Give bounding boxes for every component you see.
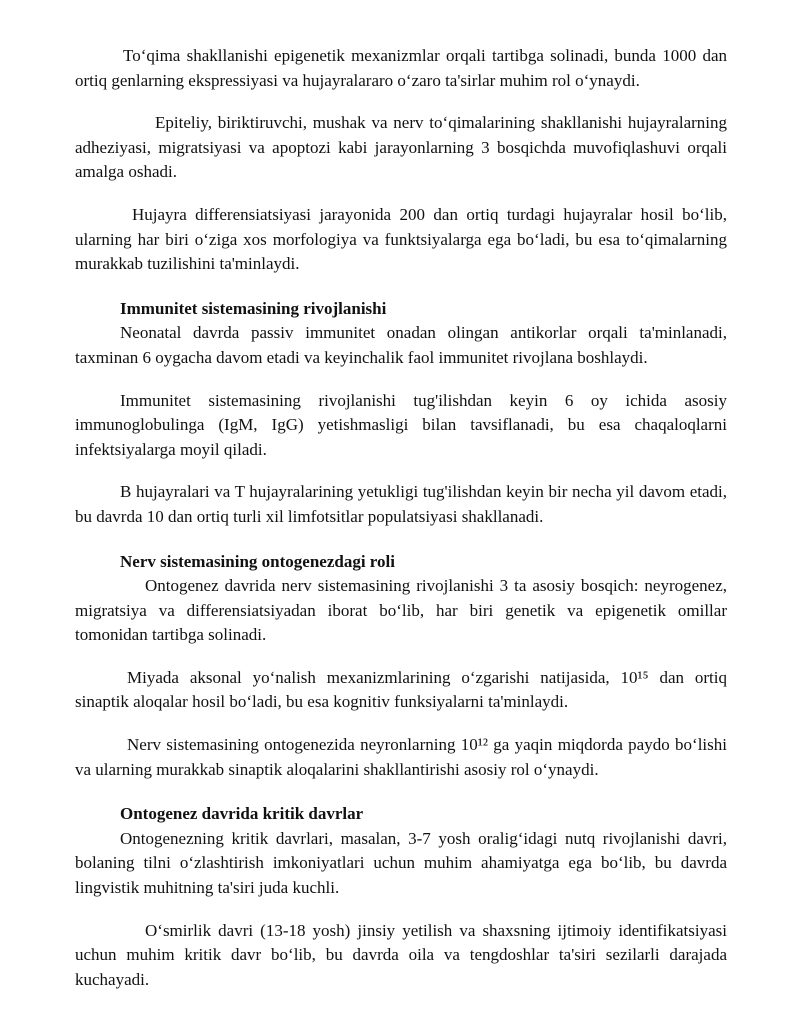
- paragraph-lymphocytes: B hujayralari va T hujayralarining yetukligi tug'ilishdan keyin bir necha yil davom etadi, bu davrda 10 dan ortiq turli xil limfotsitlar populatsiyasi shakllanadi.: [75, 482, 727, 526]
- paragraph-immunoglobulin: Immunitet sistemasining rivojlanishi tug'ilishdan keyin 6 oy ichida asosiy immunoglobulinga (IgM, IgG) yetishmasligi bilan tavsiflanadi, bu esa chaqaloqlarni infektsiyalarga moyil qiladi.: [75, 390, 727, 459]
- paragraph-tissue-epigenetics: To‘qima shakllanishi epigenetik mexanizmlar orqali tartibga solinadi, bunda 1000 dan ortiq genlarning ekspressiyasi va hujayralararo o‘zaro ta'sirlar muhim rol o‘ynaydi.: [75, 46, 727, 90]
- paragraph-synaptic-connections: Miyada aksonal yo‘nalish mexanizmlarining o‘zgarishi natijasida, 10¹⁵ dan ortiq sinaptik aloqalar hosil bo‘ladi, bu esa kognitiv funksiyalarni ta'minlaydi.: [75, 667, 727, 712]
- paragraph-speech-period: Ontogenezning kritik davrlari, masalan, 3-7 yosh oralig‘idagi nutq rivojlanishi davri, bolaning tilni o‘zlashtirish imkoniyatlari uchun muhim ahamiyatga ega bo‘lib, bu davrda lingvistik muhitning ta'siri juda kuchli.: [75, 828, 727, 898]
- section-heading-immune-system: Immunitet sistemasining rivojlanishi: [120, 298, 387, 318]
- paragraph-tissue-formation: Epiteliy, biriktiruvchi, mushak va nerv to‘qimalarining shakllanishi hujayralarning adheziyasi, migratsiyasi va apoptozi kabi jarayonlarning 3 bosqichda muvofiqlashuvi orqali amalga oshadi.: [75, 113, 727, 182]
- paragraph-neonatal-immunity: Neonatal davrda passiv immunitet onadan olingan antikorlar orqali ta'minlanadi, taxminan 6 oygacha davom etadi va keyinchalik faol immunitet rivojlana boshlaydi.: [75, 323, 727, 367]
- section-heading-critical-periods: Ontogenez davrida kritik davrlar: [120, 804, 364, 824]
- paragraph-nervous-development: Ontogenez davrida nerv sistemasining rivojlanishi 3 ta asosiy bosqich: neyrogenez, migratsiya va differensiatsiyadan iborat bo‘lib, har biri genetik va epigenetik omillar tomonidan tartibga solinadi.: [75, 576, 727, 645]
- paragraph-adolescence: O‘smirlik davri (13-18 yosh) jinsiy yetilish va shaxsning ijtimoiy identifikatsiyasi uchun muhim kritik davr bo‘lib, bu davrda oila va tengdoshlar ta'siri sezilarli darajada kuchayadi.: [75, 920, 727, 989]
- paragraph-neuron-count: Nerv sistemasining ontogenezida neyronlarning 10¹² ga yaqin miqdorda paydo bo‘lishi va ularning murakkab sinaptik aloqalarini shakllantirishi asosiy rol o‘ynaydi.: [75, 735, 727, 779]
- paragraph-cell-differentiation: Hujayra differensiatsiyasi jarayonida 200 dan ortiq turdagi hujayralar hosil bo‘lib, ularning har biri o‘ziga xos morfologiya va funktsiyalarga ega bo‘ladi, bu esa to‘qimalarning murakkab tuzilishini ta'minlaydi.: [75, 204, 727, 274]
- document-page: [75, 44, 727, 992]
- section-heading-nervous-system: Nerv sistemasining ontogenezdagi roli: [120, 551, 395, 571]
